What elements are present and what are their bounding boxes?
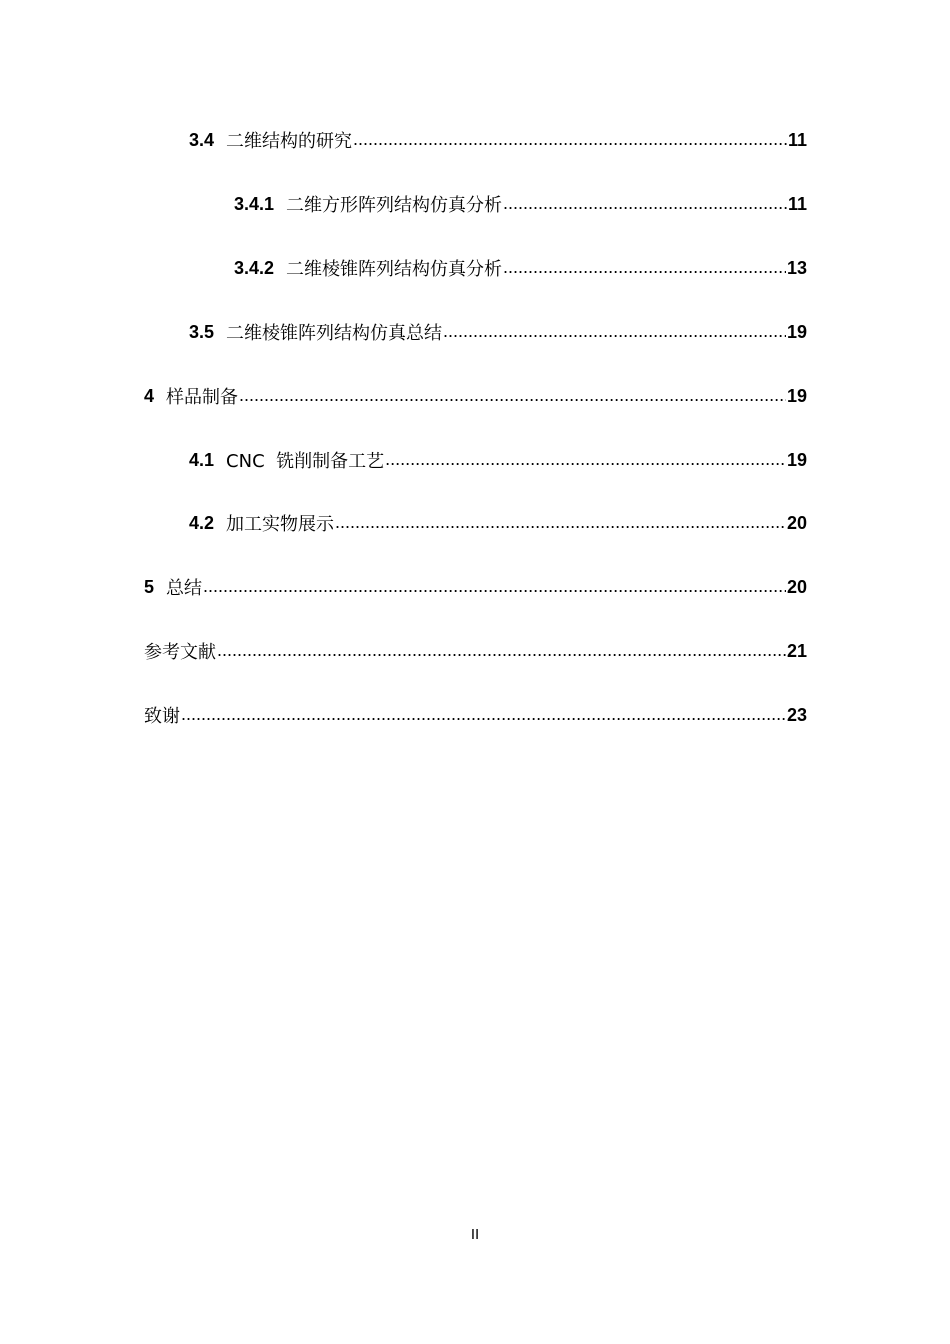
dot-leader [217,641,786,661]
toc-entry-4[interactable] [144,376,807,416]
toc-title: 参考文献 [144,642,216,663]
toc-number: 3.5 [189,321,215,342]
toc-entry-acknowledgements[interactable] [144,695,807,735]
toc-page-number: 23 [786,704,807,725]
toc-title: 二维棱锥阵列结构仿真总结 [226,323,443,344]
toc-title: 二维结构的研究 [226,131,353,152]
dot-leader [335,513,786,533]
dot-leader [203,577,786,597]
toc-page-number: 11 [787,193,807,214]
toc-number: 3.4.2 [234,257,275,278]
page-footer-number: II [470,1226,480,1243]
dot-leader [443,322,786,342]
toc-page-number: 13 [786,257,807,278]
toc-page-number: 19 [786,321,807,342]
toc-entry-references[interactable] [144,631,807,671]
toc-number: 3.4.1 [234,193,275,214]
toc-page-number: 20 [786,512,807,533]
toc-entry-3-4[interactable] [189,120,807,160]
toc-number: 4.1 [189,449,215,470]
toc-number: 4.2 [189,512,215,533]
toc-entry-4-2[interactable] [189,503,807,543]
toc-page-number: 21 [786,640,807,661]
dot-leader [181,705,786,725]
toc-entry-3-5[interactable] [189,312,807,352]
toc-number: 3.4 [189,129,215,150]
dot-leader [353,130,787,150]
toc-number: 4 [144,385,155,406]
toc-page-number: 19 [786,385,807,406]
dot-leader [503,194,787,214]
dot-leader [385,450,786,470]
toc-title: 二维方形阵列结构仿真分析 [286,195,503,216]
toc-title: 致谢 [144,706,180,727]
dot-leader [239,386,786,406]
dot-leader [503,258,786,278]
toc-title: 样品制备 [166,387,239,408]
toc-title: 加工实物展示 [226,514,335,535]
toc-page-number: 19 [786,449,807,470]
toc-title: 二维棱锥阵列结构仿真分析 [286,259,503,280]
toc-entry-4-1[interactable] [189,440,807,480]
toc-page-number: 11 [787,129,807,150]
toc-title: CNC 铣削制备工艺 [226,451,385,472]
toc-page-number: 20 [786,576,807,597]
toc-number: 5 [144,576,155,597]
toc-entry-5[interactable] [144,567,807,607]
toc-entry-3-4-1[interactable] [234,184,807,224]
toc-title: 总结 [166,578,203,599]
toc-entry-3-4-2[interactable] [234,248,807,288]
